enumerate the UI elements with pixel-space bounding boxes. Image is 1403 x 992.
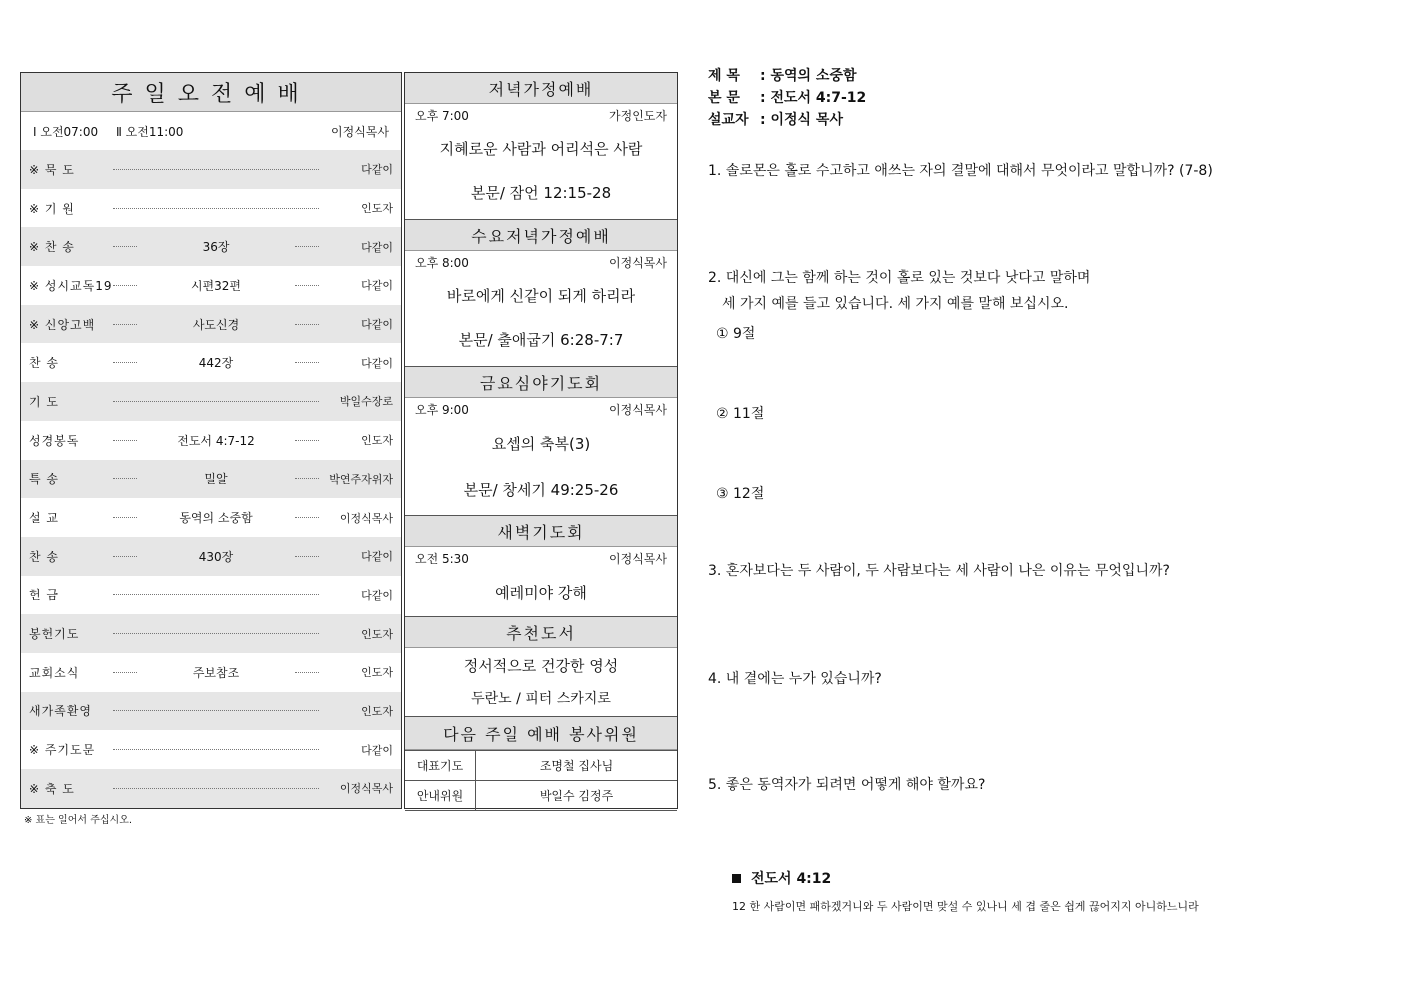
service-time-2: Ⅱ 오전11:00	[115, 124, 184, 139]
order-item-leader-dots	[109, 509, 323, 526]
dot-leader	[113, 246, 137, 247]
order-item-leader-dots	[109, 238, 323, 255]
dot-leader	[295, 478, 319, 479]
option-1: ① 9절	[716, 326, 756, 342]
meta-key: 제 목	[708, 68, 740, 84]
order-item-label: 찬 송	[29, 549, 59, 564]
worship-order-row	[21, 576, 401, 615]
order-item-leader-dots	[109, 470, 323, 487]
order-item-label: ※ 신앙고백	[29, 317, 96, 332]
dot-leader	[113, 788, 319, 789]
evening-scripture: 본문/ 잠언 12:15-28	[470, 183, 612, 202]
order-item-content: 밀알	[204, 472, 228, 487]
wednesday-leader: 이정식목사	[609, 255, 667, 270]
order-item-leader-dots	[109, 169, 323, 170]
order-item-content: 442장	[198, 356, 234, 371]
worship-order-row	[21, 421, 401, 460]
worship-order-row	[21, 692, 401, 731]
friday-time: 오후 9:00	[415, 402, 469, 417]
order-item-person: 다같이	[361, 240, 393, 254]
order-item-person: 다같이	[361, 318, 393, 332]
order-item-person: 인도자	[361, 704, 393, 718]
order-item-label: 기 도	[29, 394, 59, 409]
order-item-label: 특 송	[29, 472, 59, 487]
table-row	[405, 751, 677, 781]
dot-leader	[295, 517, 319, 518]
option-2: ② 11절	[716, 406, 765, 422]
dot-leader	[113, 710, 319, 711]
order-item-label: 설 교	[29, 511, 59, 526]
worship-order-panel	[20, 72, 402, 809]
worship-title: 주일오전예배	[21, 73, 401, 112]
order-item-person: 인도자	[361, 434, 393, 448]
order-item-leader-dots	[109, 710, 323, 711]
wednesday-scripture: 본문/ 출애굽기 6:28-7:7	[458, 330, 624, 349]
dot-leader	[113, 478, 137, 479]
dot-leader	[295, 285, 319, 286]
servants-title: 다음 주일 예배 봉사위원	[405, 716, 677, 750]
order-item-content: 사도신경	[192, 317, 240, 332]
question-2	[708, 265, 1090, 317]
option-3: ③ 12절	[716, 486, 765, 502]
dot-leader	[295, 672, 319, 673]
servant-role: 안내위원	[405, 781, 476, 811]
order-item-person: 다같이	[361, 356, 393, 370]
worship-times	[21, 112, 401, 150]
dot-leader	[113, 401, 319, 402]
order-item-label: 헌 금	[29, 588, 59, 603]
order-item-leader-dots	[109, 594, 323, 595]
order-item-person: 인도자	[361, 202, 393, 216]
order-item-leader-dots	[109, 401, 323, 402]
order-item-label: ※ 묵 도	[29, 162, 75, 177]
order-item-person: 박일수장로	[339, 395, 393, 409]
book-title: 정서적으로 건강한 영성	[463, 656, 619, 675]
wednesday-topic: 바로에게 신같이 되게 하리라	[446, 286, 636, 305]
question-3: 3. 혼자보다는 두 사람이, 두 사람보다는 세 사람이 나은 이유는 무엇입니까?	[708, 563, 1170, 579]
square-bullet-icon	[732, 874, 741, 883]
friday-topic: 요셉의 축복(3)	[491, 434, 591, 453]
verse-reference	[732, 868, 1199, 888]
order-item-person: 다같이	[361, 550, 393, 564]
sermon-study	[708, 64, 1388, 793]
order-item-content: 430장	[198, 549, 234, 564]
order-item-person: 다같이	[361, 163, 393, 177]
sermon-title-line	[708, 64, 1388, 86]
order-item-person: 다같이	[361, 279, 393, 293]
evening-service	[405, 73, 677, 219]
servant-name: 박일수 김정주	[476, 781, 678, 811]
order-item-label: ※ 찬 송	[29, 240, 75, 255]
footnote: ※ 표는 일어서 주십시오.	[24, 815, 133, 826]
worship-minister: 이정식목사	[331, 124, 389, 139]
order-item-leader-dots	[109, 277, 323, 294]
wednesday-title: 수요저녁가정예배	[405, 219, 677, 251]
dot-leader	[113, 169, 319, 170]
order-item-label: 새가족환영	[29, 704, 92, 719]
order-item-leader-dots	[109, 354, 323, 371]
worship-order-row	[21, 305, 401, 344]
dawn-time: 오전 5:30	[415, 551, 469, 566]
friday-scripture: 본문/ 창세기 49:25-26	[463, 480, 619, 499]
dawn-info	[405, 547, 677, 569]
meta-key: 설교자	[708, 112, 749, 128]
next-week-servants	[405, 716, 677, 811]
order-item-person: 박연주자위자	[329, 472, 393, 486]
order-item-leader-dots	[109, 548, 323, 565]
dot-leader	[113, 672, 137, 673]
order-item-leader-dots	[109, 664, 323, 681]
order-item-leader-dots	[109, 788, 323, 789]
dot-leader	[113, 749, 319, 750]
order-item-person: 다같이	[361, 588, 393, 602]
meta-key: 본 문	[708, 90, 740, 106]
order-item-label: 봉헌기도	[29, 627, 80, 642]
servant-role: 대표기도	[405, 751, 476, 781]
order-item-person: 이정식목사	[339, 782, 393, 796]
dot-leader	[295, 362, 319, 363]
worship-order-row	[21, 498, 401, 537]
sermon-preacher-line	[708, 108, 1388, 130]
evening-leader: 가정인도자	[609, 108, 667, 123]
order-item-leader-dots	[109, 633, 323, 634]
servant-name: 조명철 집사님	[476, 751, 678, 781]
books-title: 추천도서	[405, 616, 677, 648]
wednesday-info	[405, 251, 677, 273]
memory-verse	[732, 868, 1199, 914]
order-item-leader-dots	[109, 208, 323, 209]
worship-order-row	[21, 460, 401, 499]
evening-title: 저녁가정예배	[405, 73, 677, 104]
dawn-title: 새벽기도회	[405, 515, 677, 547]
worship-order-row	[21, 343, 401, 382]
worship-order-row	[21, 266, 401, 305]
dot-leader	[113, 594, 319, 595]
dot-leader	[113, 324, 137, 325]
dot-leader	[295, 440, 319, 441]
friday-service	[405, 366, 677, 515]
worship-order-row	[21, 653, 401, 692]
order-item-label: ※ 성시교독19	[29, 278, 113, 293]
dot-leader	[113, 285, 137, 286]
dot-leader	[295, 556, 319, 557]
worship-order-row	[21, 189, 401, 228]
evening-topic: 지혜로운 사람과 어리석은 사람	[439, 139, 643, 158]
order-item-leader-dots	[109, 432, 323, 449]
order-item-content: 주보참조	[192, 665, 240, 680]
dot-leader	[113, 633, 319, 634]
service-time-1: Ⅰ 오전07:00	[33, 124, 99, 139]
verse-ref-text: 전도서 4:12	[751, 871, 832, 887]
friday-leader: 이정식목사	[609, 402, 667, 417]
dot-leader	[113, 440, 137, 441]
dawn-topic: 예레미야 강해	[495, 583, 587, 602]
order-item-leader-dots	[109, 749, 323, 750]
order-item-label: ※ 주기도문	[29, 743, 96, 758]
book-author: 두란노 / 피터 스카지로	[471, 691, 611, 707]
worship-order-row	[21, 730, 401, 769]
dot-leader	[113, 362, 137, 363]
order-item-content: 전도서 4:7-12	[177, 433, 255, 448]
order-item-leader-dots	[109, 316, 323, 333]
order-item-content: 동역의 소중함	[179, 511, 253, 526]
worship-order-row	[21, 614, 401, 653]
meta-value: : 이정식 목사	[760, 112, 843, 128]
order-item-person: 다같이	[361, 743, 393, 757]
dot-leader	[113, 556, 137, 557]
dawn-leader: 이정식목사	[609, 551, 667, 566]
friday-info	[405, 398, 677, 420]
worship-order-row	[21, 150, 401, 189]
servants-table	[405, 750, 677, 811]
question-2-line-1: 2. 대신에 그는 함께 하는 것이 홀로 있는 것보다 낫다고 말하며	[708, 270, 1091, 286]
worship-order-row	[21, 382, 401, 421]
order-item-label: 찬 송	[29, 356, 59, 371]
sermon-text-line	[708, 86, 1388, 108]
worship-order-row	[21, 769, 401, 808]
order-item-label: ※ 축 도	[29, 781, 75, 796]
order-item-label: 교회소식	[29, 665, 80, 680]
order-item-person: 인도자	[361, 666, 393, 680]
worship-order-list	[21, 150, 401, 808]
order-item-label: ※ 기 원	[29, 201, 75, 216]
dot-leader	[295, 324, 319, 325]
order-item-person: 이정식목사	[339, 511, 393, 525]
verse-text: 12 한 사람이면 패하겠거니와 두 사람이면 맞설 수 있나니 세 겹 줄은 쉽게 끊어지지 아니하느니라	[732, 900, 1199, 913]
evening-time: 오후 7:00	[415, 108, 469, 123]
friday-title: 금요심야기도회	[405, 366, 677, 398]
question-5: 5. 좋은 동역자가 되려면 어떻게 해야 할까요?	[708, 777, 986, 793]
dot-leader	[113, 208, 319, 209]
wednesday-time: 오후 8:00	[415, 255, 469, 270]
evening-info	[405, 104, 677, 126]
question-4: 4. 내 곁에는 누가 있습니까?	[708, 671, 882, 687]
dot-leader	[295, 246, 319, 247]
wednesday-service	[405, 219, 677, 366]
order-item-person: 인도자	[361, 627, 393, 641]
recommended-books	[405, 616, 677, 716]
question-1: 1. 솔로몬은 홀로 수고하고 애쓰는 자의 결말에 대해서 무엇이라고 말합니까? (7-8)	[708, 163, 1213, 179]
order-item-label: 성경봉독	[29, 433, 80, 448]
dot-leader	[113, 517, 137, 518]
order-item-content: 시편32편	[190, 278, 242, 293]
meta-value: : 동역의 소중함	[760, 68, 857, 84]
question-2-line-2: 세 가지 예를 들고 있습니다. 세 가지 예를 말해 보십시오.	[722, 296, 1069, 312]
table-row	[405, 781, 677, 811]
worship-order-row	[21, 537, 401, 576]
worship-order-row	[21, 227, 401, 266]
dawn-service	[405, 515, 677, 616]
services-panel	[404, 72, 678, 809]
order-item-content: 36장	[202, 240, 230, 255]
meta-value: : 전도서 4:7-12	[760, 90, 867, 106]
